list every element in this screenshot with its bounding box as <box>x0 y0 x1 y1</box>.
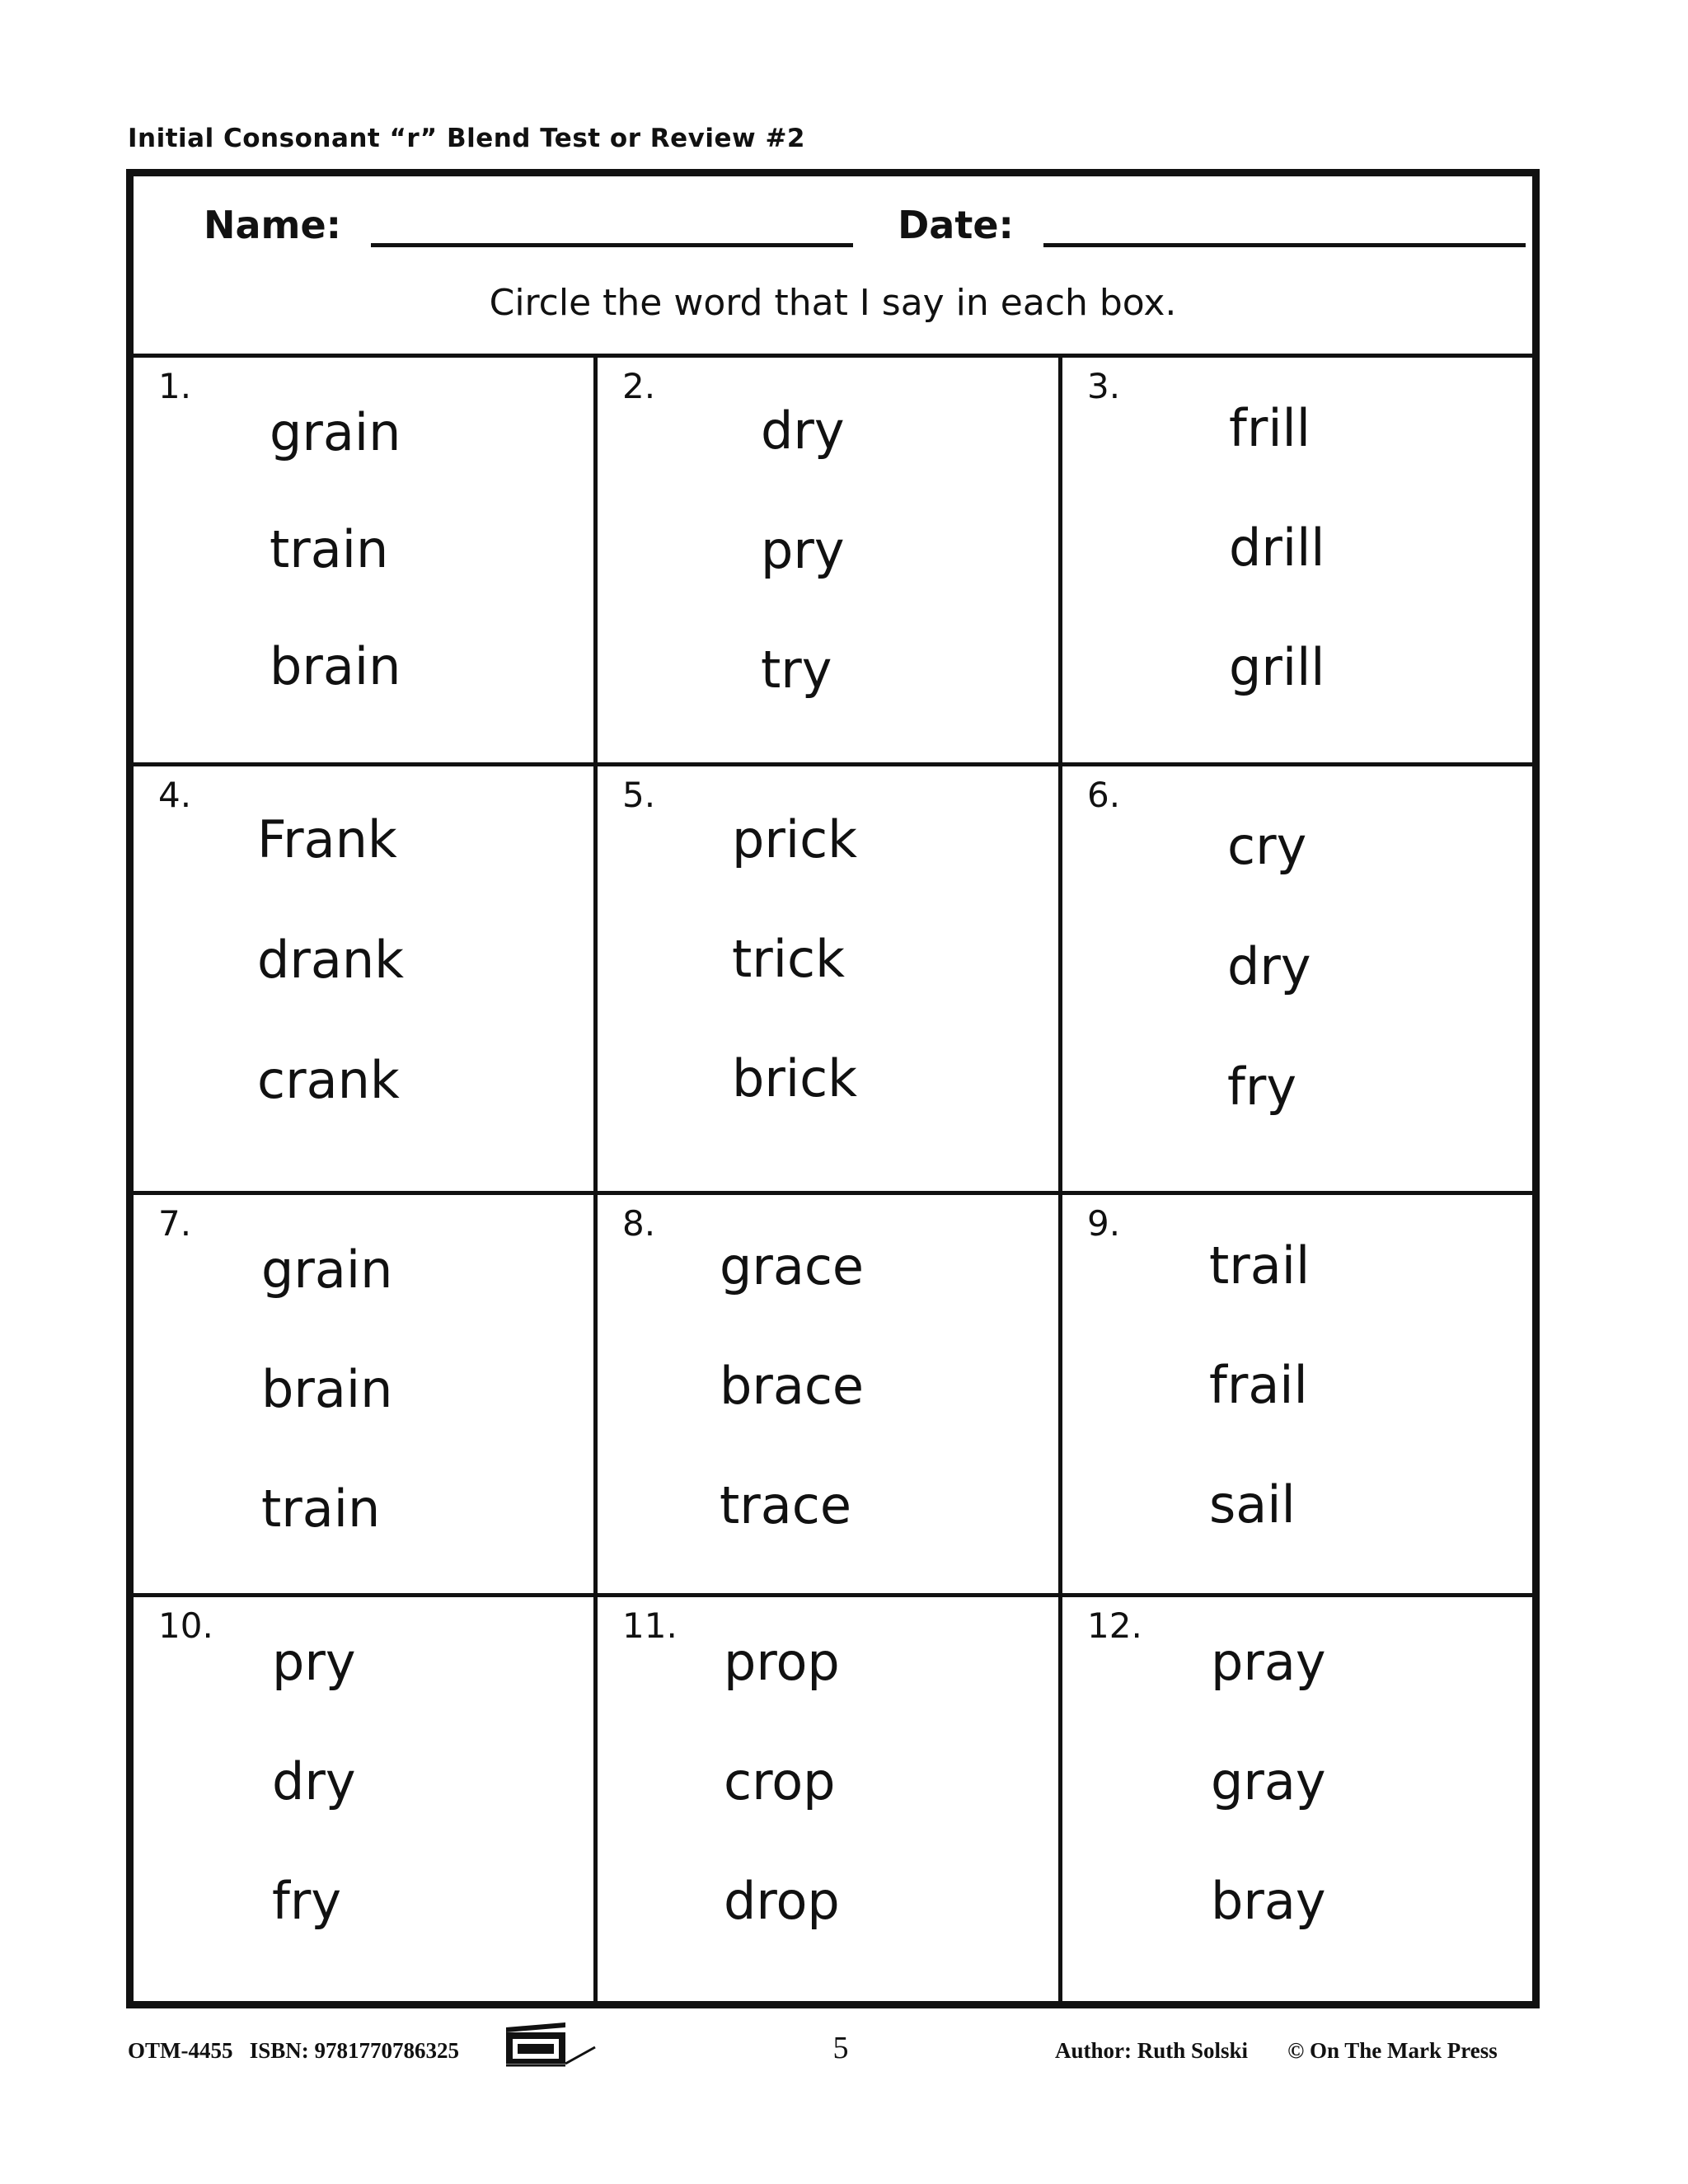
word-box-7 <box>134 1195 598 1597</box>
worksheet-header <box>134 176 1532 358</box>
word-box-2 <box>598 358 1062 766</box>
word-choice[interactable]: try <box>761 640 832 700</box>
word-choice[interactable]: dry <box>272 1751 356 1811</box>
word-choice[interactable]: crank <box>257 1050 400 1110</box>
name-blank-line <box>371 204 853 247</box>
word-choice[interactable]: fry <box>1227 1057 1297 1117</box>
word-choice[interactable]: brain <box>270 636 401 696</box>
footer-credits <box>1055 2038 1498 2064</box>
word-choice[interactable]: fry <box>272 1871 342 1931</box>
word-choice[interactable]: trace <box>720 1475 852 1535</box>
word-choice[interactable]: prop <box>724 1632 840 1692</box>
word-box-6 <box>1062 766 1532 1195</box>
word-choice[interactable]: gray <box>1211 1751 1326 1811</box>
page-heading: Initial Consonant “r” Blend Test or Review #2 <box>128 124 806 153</box>
box-number: 6. <box>1087 775 1121 815</box>
word-box-8 <box>598 1195 1062 1597</box>
word-choice[interactable]: bray <box>1211 1871 1326 1931</box>
page-number: 5 <box>832 2031 849 2065</box>
word-choice[interactable]: grain <box>261 1240 393 1300</box>
word-box-9 <box>1062 1195 1532 1597</box>
box-number: 9. <box>1087 1203 1121 1244</box>
word-choice[interactable]: grain <box>270 402 401 462</box>
word-box-3 <box>1062 358 1532 766</box>
box-number: 10. <box>158 1605 213 1646</box>
word-choice[interactable]: pry <box>761 520 845 580</box>
word-choice[interactable]: drill <box>1229 518 1325 578</box>
word-choice[interactable]: pray <box>1211 1632 1326 1692</box>
word-choice[interactable]: cry <box>1227 816 1307 876</box>
word-choice[interactable]: sail <box>1209 1474 1296 1535</box>
worksheet-frame <box>126 169 1540 2008</box>
word-choice[interactable]: trail <box>1209 1235 1311 1296</box>
box-number: 3. <box>1087 366 1121 406</box>
word-choice[interactable]: crop <box>724 1751 836 1811</box>
word-choice[interactable]: grace <box>720 1236 865 1296</box>
word-box-grid <box>134 358 1532 2001</box>
author-credit: Author: Ruth Solski <box>1055 2038 1249 2063</box>
name-date-row <box>204 203 1526 247</box>
name-label: Name: <box>204 203 342 247</box>
box-number: 8. <box>622 1203 656 1244</box>
date-blank-line <box>1043 204 1526 247</box>
footer-code-isbn: OTM-4455 ISBN: 9781770786325 <box>128 2038 460 2063</box>
box-number: 12. <box>1087 1605 1142 1646</box>
word-choice[interactable]: trick <box>732 929 846 989</box>
word-choice[interactable]: train <box>270 519 389 579</box>
box-number: 11. <box>622 1605 678 1646</box>
box-number: 5. <box>622 775 656 815</box>
word-box-5 <box>598 766 1062 1195</box>
box-number: 2. <box>622 366 656 406</box>
word-choice[interactable]: frail <box>1209 1355 1308 1415</box>
word-choice[interactable]: brick <box>732 1048 858 1108</box>
word-choice[interactable]: dry <box>1227 936 1311 996</box>
word-choice[interactable]: train <box>261 1479 381 1539</box>
publisher-logo-icon <box>503 2019 598 2069</box>
word-choice[interactable]: pry <box>272 1632 356 1692</box>
copyright-notice: © On The Mark Press <box>1287 2038 1498 2063</box>
word-choice[interactable]: drank <box>257 930 405 990</box>
word-choice[interactable]: grill <box>1229 637 1325 697</box>
box-number: 7. <box>158 1203 192 1244</box>
word-choice[interactable]: Frank <box>257 809 397 869</box>
word-choice[interactable]: prick <box>732 809 858 869</box>
word-box-11 <box>598 1597 1062 2001</box>
word-box-4 <box>134 766 598 1195</box>
word-box-1 <box>134 358 598 766</box>
box-number: 1. <box>158 366 192 406</box>
word-choice[interactable]: frill <box>1229 398 1311 458</box>
word-choice[interactable]: drop <box>724 1871 840 1931</box>
word-box-10 <box>134 1597 598 2001</box>
word-box-12 <box>1062 1597 1532 2001</box>
instruction-text: Circle the word that I say in each box. <box>489 282 1177 324</box>
word-choice[interactable]: dry <box>761 401 845 461</box>
box-number: 4. <box>158 775 192 815</box>
word-choice[interactable]: brain <box>261 1359 393 1419</box>
word-choice[interactable]: brace <box>720 1356 865 1416</box>
date-label: Date: <box>898 203 1014 247</box>
